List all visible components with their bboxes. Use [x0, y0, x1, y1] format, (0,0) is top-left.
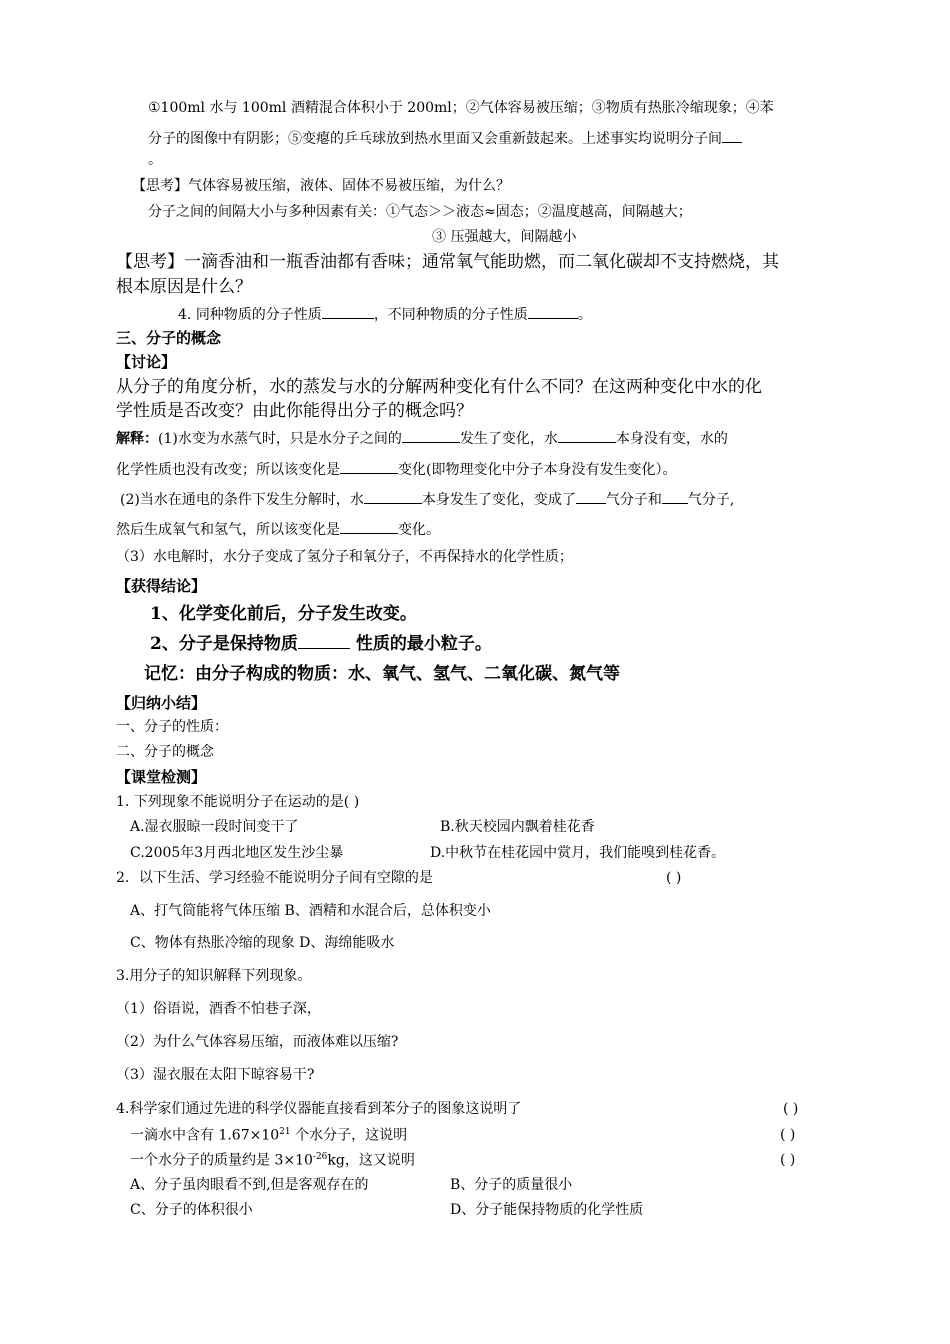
blank-e7 — [340, 519, 398, 534]
blank-e2 — [558, 428, 616, 443]
q4-sub-a — [130, 1127, 407, 1144]
item-4-c: 。 — [577, 307, 592, 323]
q4-paren-1: ( ) — [783, 1101, 799, 1117]
q4a-pre: 一滴水中含有 1.67×10 — [130, 1127, 280, 1144]
q4-option-b: B、分子的质量很小 — [450, 1177, 573, 1193]
q2-options-cd: C、物体有热胀冷缩的现象 D、海绵能吸水 — [130, 935, 395, 951]
q4a-sup: 21 — [279, 1127, 291, 1137]
explain-line-5: （3）水电解时，水分子变成了氢分子和氧分子，不再保持水的化学性质； — [116, 549, 573, 565]
blank-e1 — [402, 428, 460, 443]
memo: 记忆：由分子构成的物质：水、氧气、氢气、二氧化碳、氮气等 — [144, 664, 620, 684]
item-4 — [178, 304, 592, 324]
explain-3b: 本身发生了变化，变成了 — [421, 492, 576, 508]
q4-paren-3: ( ) — [780, 1152, 796, 1168]
item-4-b: ，不同种物质的分子性质 — [373, 307, 528, 323]
blank-c1 — [298, 634, 350, 649]
item-4-a: 同种物质的分子性质 — [195, 307, 322, 323]
discuss-heading: 【讨论】 — [116, 353, 177, 371]
think-answer-1: 分子之间的间隔大小与多种因素有关：①气态＞＞液态≈固态；②温度越高，间隔越大； — [148, 204, 692, 220]
explain-line-3 — [120, 489, 734, 509]
conclusion-1: 1、化学变化前后，分子发生改变。 — [150, 604, 417, 624]
think2-line-2: 根本原因是什么？ — [116, 277, 252, 297]
q4-option-a: A、分子虽肉眼看不到,但是客观存在的 — [130, 1177, 369, 1193]
explain-4a: 然后生成氧气和氢气，所以该变化是 — [116, 522, 340, 538]
q3: 3.用分子的知识解释下列现象。 — [116, 968, 312, 984]
intro-line-2-text: 分子的图像中有阴影；⑤变瘪的乒乓球放到热水里面又会重新鼓起来。上述事实均说明分子间 — [148, 131, 722, 147]
q4b-sup: -26 — [312, 1152, 328, 1162]
q4a-post: 个水分子，这说明 — [290, 1127, 408, 1144]
explain-line-4 — [116, 519, 440, 539]
intro-line-2 — [148, 128, 742, 148]
explain-2a: 化学性质也没有改变；所以该变化是 — [116, 462, 340, 478]
conclusion-heading: 【获得结论】 — [116, 577, 207, 595]
intro-line-1: ①100ml 水与 100ml 酒精混合体积小于 200ml；②气体容易被压缩；③物质有热胀冷缩现象；④苯 — [148, 100, 774, 116]
q2: 2．以下生活、学习经验不能说明分子间有空隙的是 — [116, 870, 433, 886]
q4-option-d: D、分子能保持物质的化学性质 — [450, 1202, 644, 1218]
conclusion-2a: 2、分子是保持物质 — [150, 634, 298, 654]
blank-e4 — [364, 489, 422, 504]
blank-e3 — [340, 459, 398, 474]
conclusion-2b: 性质的最小粒子。 — [355, 634, 492, 654]
think-question-1: 【思考】气体容易被压缩，液体、固体不易被压缩，为什么？ — [132, 178, 510, 194]
q1-option-c: C.2005年3月西北地区发生沙尘暴 — [130, 845, 344, 861]
q4-option-c: C、分子的体积很小 — [130, 1202, 253, 1218]
intro-line-3: 。 — [148, 152, 162, 168]
q2-options-ab: A、打气筒能将气体压缩 B、酒精和水混合后，总体积变小 — [130, 903, 491, 919]
q1-option-b: B.秋天校园内飘着桂花香 — [440, 819, 595, 835]
explain-3d: 气分子, — [687, 492, 735, 508]
q4-sub-b — [130, 1152, 415, 1169]
conclusion-2 — [150, 634, 492, 654]
q2-paren: ( ) — [666, 870, 682, 886]
q4b-pre: 一个水分子的质量约是 3×10 — [130, 1152, 313, 1169]
think2-line-1: 【思考】一滴香油和一瓶香油都有香味；通常氧气能助燃，而二氧化碳却不支持燃烧，其 — [116, 252, 779, 272]
q4-paren-2: ( ) — [780, 1127, 796, 1143]
q4b-post: kg，这又说明 — [327, 1152, 415, 1169]
explain-line-2 — [116, 459, 676, 479]
q1-option-a: A.湿衣服晾一段时间变干了 — [130, 819, 299, 835]
explain-1b: 发生了变化，水 — [459, 431, 558, 447]
check-heading: 【课堂检测】 — [116, 768, 207, 786]
discuss-q-2: 学性质是否改变？由此你能得出分子的概念吗？ — [116, 401, 473, 421]
explain-line-1 — [116, 428, 728, 448]
blank-e5 — [576, 489, 606, 504]
explain-1a: (1)水变为水蒸气时，只是水分子之间的 — [158, 431, 402, 447]
q3-a: （1）俗语说，酒香不怕巷子深， — [116, 1001, 321, 1017]
summary-1: 一、分子的性质： — [116, 719, 228, 735]
item-4-num: 4. — [178, 307, 192, 323]
explain-1c: 本身没有变，水的 — [615, 431, 728, 447]
explain-3c: 气分子和 — [605, 492, 662, 508]
q3-b: （2）为什么气体容易压缩，而液体难以压缩? — [116, 1034, 399, 1050]
q1: 1. 下列现象不能说明分子在运动的是( ) — [116, 794, 360, 810]
summary-heading: 【归纳小结】 — [116, 694, 207, 712]
explain-3a: (2)当水在通电的条件下发生分解时，水 — [120, 492, 364, 508]
blank-e6 — [662, 489, 688, 504]
q3-c: （3）湿衣服在太阳下晾容易干? — [116, 1067, 315, 1083]
blank-4b — [528, 304, 578, 319]
q4: 4.科学家们通过先进的科学仪器能直接看到苯分子的图象这说明了 — [116, 1101, 522, 1117]
explain-2b: 变化(即物理变化中分子本身没有发生变化）。 — [398, 462, 677, 478]
blank-4a — [322, 304, 374, 319]
blank-1 — [722, 128, 742, 143]
q1-option-d: D.中秋节在桂花园中赏月，我们能嗅到桂花香。 — [430, 845, 726, 861]
summary-2: 二、分子的概念 — [116, 744, 214, 760]
explain-4b: 变化。 — [398, 522, 440, 538]
think-answer-2: ③ 压强越大，间隔越小 — [432, 229, 577, 245]
explain-label: 解释： — [116, 431, 158, 447]
section-3-title: 三、分子的概念 — [116, 329, 222, 347]
discuss-q-1: 从分子的角度分析，水的蒸发与水的分解两种变化有什么不同？在这两种变化中水的化 — [116, 377, 762, 397]
